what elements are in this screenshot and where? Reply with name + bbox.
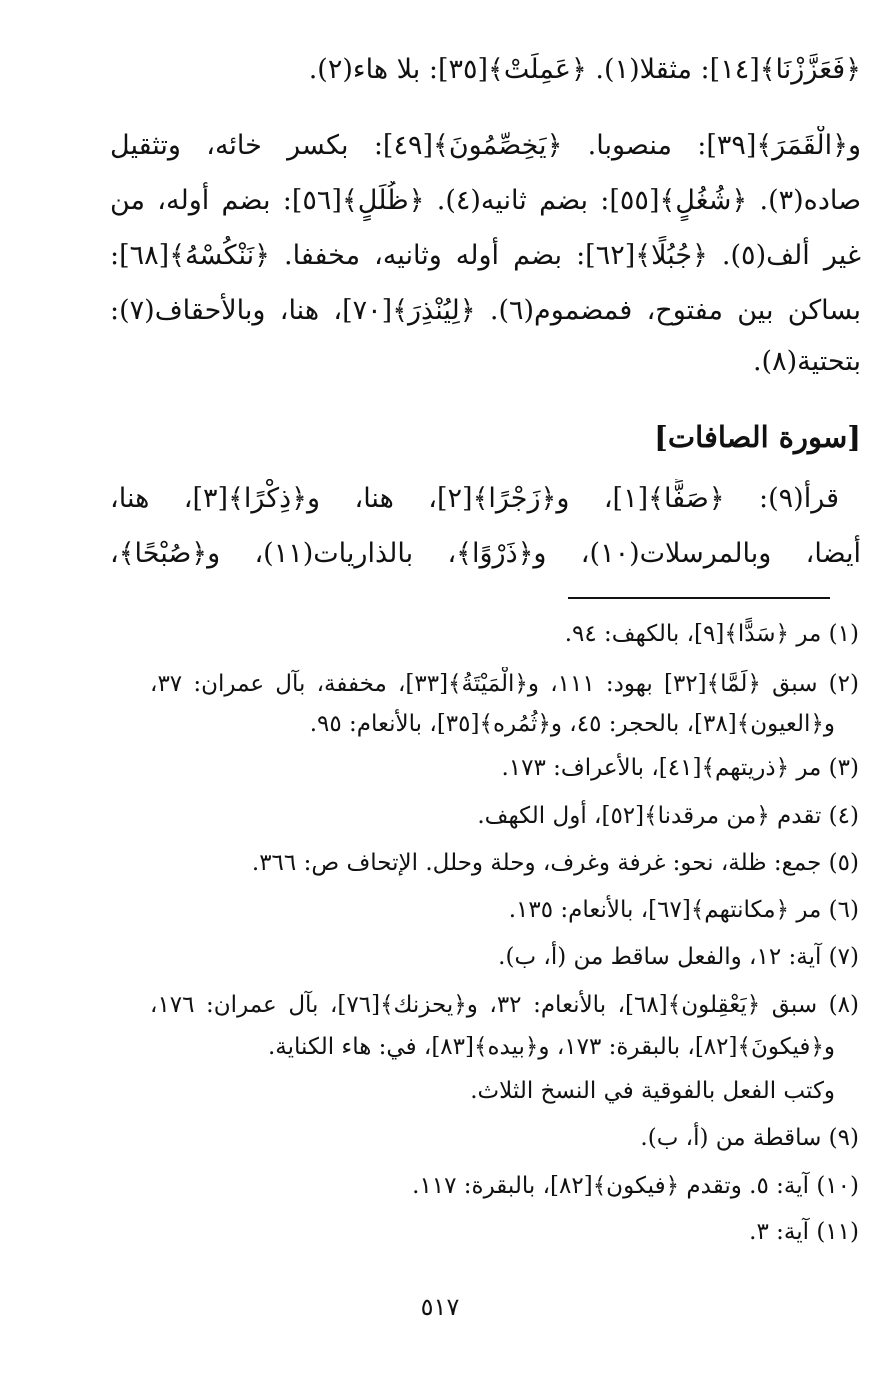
footnote: وكتب الفعل بالفوقية في النسخ الثلاث.: [470, 1078, 835, 1104]
footnote: (٥) جمع: ظلة، نحو: غرفة وغرف، وحلة وحلل. الإتحاف ص: ٣٦٦.: [251, 850, 859, 876]
footnote: (١٠) آية: ٥. وتقدم ﴿فيكون﴾[٨٢]، بالبقرة: ١١٧.: [412, 1173, 859, 1199]
footnote: (٤) تقدم ﴿من مرقدنا﴾[٥٢]، أول الكهف.: [477, 803, 859, 829]
footnote: (٦) مر ﴿مكانتهم﴾[٦٧]، بالأنعام: ١٣٥.: [508, 897, 859, 923]
footnote: و﴿العيون﴾[٣٨]، بالحجر: ٤٥، و﴿ثُمُره﴾[٣٥]، بالأنعام: ٩٥.: [309, 711, 835, 737]
footnote: و﴿فيكونَ﴾[٨٢]، بالبقرة: ١٧٣، و﴿بيده﴾[٨٣]، في: هاء الكناية.: [268, 1034, 835, 1060]
footnote: (٣) مر ﴿ذريتهم﴾[٤١]، بالأعراف: ١٧٣.: [501, 755, 859, 781]
footnote: (١١) آية: ٣.: [749, 1219, 859, 1245]
body-line: بتحتية(٨).: [752, 346, 861, 377]
footnote: (١) مر ﴿سَدًّا﴾[٩]، بالكهف: ٩٤.: [564, 621, 859, 647]
body-line: بساكن بين مفتوح، فمضموم(٦). ﴿لِيُنْذِرَ﴾[٧٠]، هنا، وبالأحقاف(٧):: [110, 295, 861, 326]
footnote: (٢) سبق ﴿لَمَّا﴾[٣٢] بهود: ١١١، و﴿الْمَيْتَةُ﴾[٣٣]، مخففة، بآل عمران: ٣٧،: [150, 671, 859, 697]
body-line: ﴿فَعَزَّزْنَا﴾[١٤]: مثقلا(١). ﴿عَمِلَتْ﴾[٣٥]: بلا هاء(٢).: [308, 54, 861, 85]
body-line: أيضا، وبالمرسلات(١٠)، و﴿ذَرْوًا﴾، بالذاريات(١١)، و﴿صُبْحًا﴾،: [110, 538, 861, 569]
surah-title: [سورة الصافات]: [654, 420, 861, 454]
body-line: غير ألف(٥). ﴿جُبُلًا﴾[٦٢]: بضم أوله وثانيه، مخففا. ﴿نَنْكُسْهُ﴾[٦٨]:: [110, 240, 861, 271]
footnote: (٧) آية: ١٢، والفعل ساقط من (أ، ب).: [498, 944, 859, 970]
footnote: (٩) ساقطة من (أ، ب).: [640, 1125, 859, 1151]
page-number: ٥١٧: [420, 1293, 460, 1321]
footnote: (٨) سبق ﴿يَعْقِلون﴾[٦٨]، بالأنعام: ٣٢، و﴿يحزنك﴾[٧٦]، بآل عمران: ١٧٦،: [150, 992, 859, 1018]
footnote-separator: [568, 597, 830, 599]
body-line: قرأ(٩): ﴿صَفًّا﴾[١]، و﴿زَجْرًا﴾[٢]، هنا، و﴿ذِكْرًا﴾[٣]، هنا،: [110, 483, 839, 514]
body-line: صاده(٣). ﴿شُغُلٍ﴾[٥٥]: بضم ثانيه(٤). ﴿ظُلَلٍ﴾[٥٦]: بضم أوله، من: [110, 185, 861, 216]
body-line: و﴿الْقَمَرَ﴾[٣٩]: منصوبا. ﴿يَخِصِّمُونَ﴾[٤٩]: بكسر خائه، وتثقيل: [110, 130, 861, 161]
